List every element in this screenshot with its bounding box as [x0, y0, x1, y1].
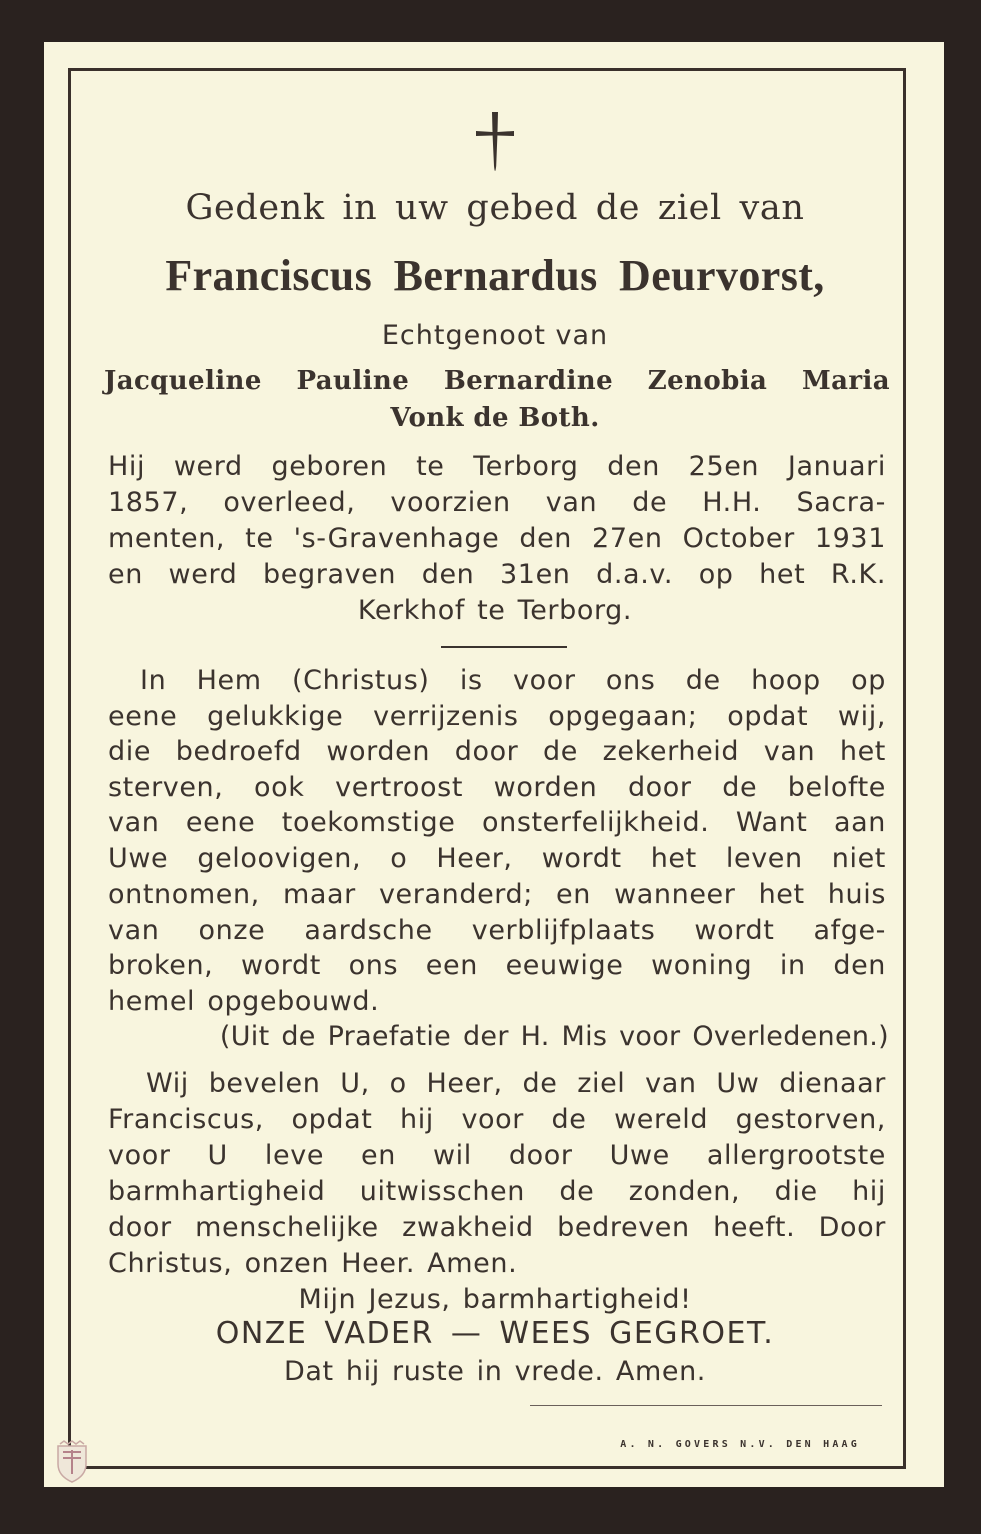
preface-line: ontnomen, maar veranderd; en wanneer het huis [108, 879, 886, 910]
section-divider [441, 646, 567, 648]
printer-imprint: A. N. GOVERS N.V. DEN HAAG [620, 1439, 860, 1450]
prayer-line: barmhartigheid uitwisschen de zonden, die hij [108, 1176, 886, 1207]
spouse-name-line-1: Jacqueline Pauline Bernardine Zenobia Maria [104, 366, 890, 396]
invocation: Mijn Jezus, barmhartigheid! [298, 1284, 692, 1315]
latin-cross-icon [473, 110, 517, 176]
prayer-line: Franciscus, opdat hij voor de wereld gestorven, [108, 1104, 886, 1135]
preface-line: Uwe geloovigen, o Heer, wordt het leven niet [108, 843, 886, 874]
heraldic-watermark-icon [54, 1440, 90, 1484]
preface-line: die bedroefd worden door de zekerheid van het [108, 736, 886, 767]
closing-line: Dat hij ruste in vrede. Amen. [284, 1356, 706, 1387]
prayer-line: Christus, onzen Heer. Amen. [108, 1248, 518, 1279]
preface-line: hemel opgebouwd. [108, 986, 380, 1017]
spouse-name-line-2: Vonk de Both. [390, 403, 600, 433]
prayer-line: Wij bevelen U, o Heer, de ziel van Uw dienaar [146, 1068, 886, 1099]
deceased-name: Franciscus Bernardus Deurvorst, [165, 251, 825, 300]
prayer-line: voor U leve en wil door Uwe allergrootste [108, 1140, 886, 1171]
relation-label: Echtgenoot van [381, 320, 609, 351]
preface-source: (Uit de Praefatie der H. Mis voor Overledenen.) [219, 1021, 889, 1052]
biography-line: Kerkhof te Terborg. [357, 595, 633, 626]
biography-line: Hij werd geboren te Terborg den 25en Januari [108, 451, 886, 482]
prayers-caps: ONZE VADER — WEES GEGROET. [215, 1316, 775, 1351]
preface-line: van eene toekomstige onsterfelijkheid. Want aan [108, 807, 886, 838]
printer-divider [530, 1405, 882, 1406]
preface-line: van onze aardsche verblijfplaats wordt afge- [108, 915, 886, 946]
card-title: Gedenk in uw gebed de ziel van [185, 188, 805, 228]
preface-line: sterven, ook vertroost worden door de belofte [108, 772, 886, 803]
biography-line: 1857, overleed, voorzien van de H.H. Sacra- [108, 487, 886, 518]
preface-line: In Hem (Christus) is voor ons de hoop op [140, 665, 886, 696]
preface-line: broken, wordt ons een eeuwige woning in den [108, 950, 886, 981]
biography-line: en werd begraven den 31en d.a.v. op het R.K. [108, 559, 886, 590]
preface-line: eene gelukkige verrijzenis opgegaan; opdat wij, [108, 701, 886, 732]
prayer-line: door menschelijke zwakheid bedreven heeft. Door [108, 1212, 886, 1243]
biography-line: menten, te 's-Gravenhage den 27en October 1931 [108, 523, 886, 554]
